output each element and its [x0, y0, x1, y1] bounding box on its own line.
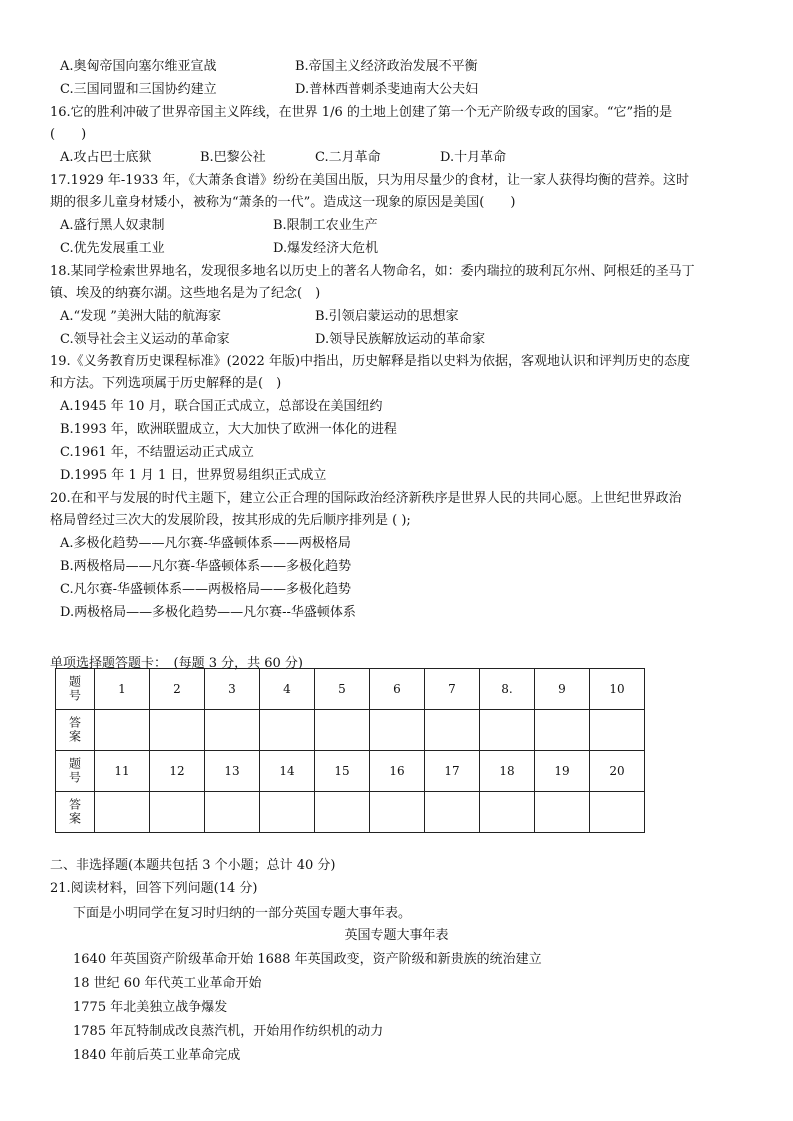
question-number: 15 — [315, 751, 370, 792]
q18-option-a: A.“发现 ”美洲大陆的航海家 — [60, 309, 221, 324]
q17-option-a: A.盛行黑人奴隶制 — [60, 218, 165, 233]
answer-row-1 — [56, 710, 645, 751]
question-number: 18 — [480, 751, 535, 792]
q18-option-c: C.领导社会主义运动的革命家 — [60, 332, 230, 347]
question-number: 10 — [590, 669, 645, 710]
timeline-event: 1640 年英国资产阶级革命开始 1688 年英国政变，资产阶级和新贵族的统治建立 — [73, 952, 542, 967]
question-number: 19 — [535, 751, 590, 792]
q15-option-d: D.普林西普刺杀斐迪南大公夫妇 — [295, 82, 479, 97]
section2-heading: 二、非选择题(本题共包括 3 个小题；总计 40 分) — [50, 858, 336, 873]
q16-option-b: B.巴黎公社 — [200, 150, 266, 165]
question-label: 题号 — [56, 751, 95, 792]
q20-option-b: B.两极格局——凡尔赛-华盛顿体系——多极化趋势 — [60, 559, 352, 574]
q18-stem-line1: 18.某同学检索世界地名，发现很多地名以历史上的著名人物命名，如：委内瑞拉的玻利瓦尔州、阿根廷的圣马丁 — [50, 264, 695, 279]
answer-cell[interactable] — [150, 792, 205, 833]
answer-card-title: 单项选择题答题卡： (每题 3 分，共 60 分) — [50, 656, 303, 671]
q17-option-b: B.限制工农业生产 — [273, 218, 378, 233]
q19-option-c: C.1961 年，不结盟运动正式成立 — [60, 445, 254, 460]
q17-stem-line1: 17.1929 年-1933 年，《大萧条食谱》纷纷在美国出版，只为用尽量少的食材，让一家人获得均衡的营养。这时 — [50, 173, 690, 188]
q21-intro: 下面是小明同学在复习时归纳的一部分英国专题大事年表。 — [73, 906, 412, 921]
q16-option-d: D.十月革命 — [440, 150, 507, 165]
q17-stem-line2: 期的很多儿童身材矮小，被称为“萧条的一代”。造成这一现象的原因是美国( ) — [50, 195, 516, 210]
answer-cell[interactable] — [260, 792, 315, 833]
question-number: 12 — [150, 751, 205, 792]
question-number: 9 — [535, 669, 590, 710]
answer-label: 答案 — [56, 792, 95, 833]
q20-stem-line2: 格局曾经过三次大的发展阶段，按其形成的先后顺序排列是 ( ); — [50, 513, 411, 528]
q20-stem-line1: 20.在和平与发展的时代主题下，建立公正合理的国际政治经济新秩序是世界人民的共同心愿。上世纪世界政治 — [50, 491, 682, 506]
q16-option-c: C.二月革命 — [315, 150, 381, 165]
timeline-event: 1785 年瓦特制成改良蒸汽机，开始用作纺织机的动力 — [73, 1024, 384, 1039]
answer-cell[interactable] — [315, 710, 370, 751]
q18-option-b: B.引领启蒙运动的思想家 — [315, 309, 459, 324]
question-number: 11 — [95, 751, 150, 792]
question-number-row-1 — [56, 669, 645, 710]
q19-option-b: B.1993 年，欧洲联盟成立，大大加快了欧洲一体化的进程 — [60, 422, 397, 437]
answer-cell[interactable] — [205, 792, 260, 833]
question-number: 14 — [260, 751, 315, 792]
q16-stem-line1: 16.它的胜利冲破了世界帝国主义阵线，在世界 1/6 的土地上创建了第一个无产阶级专政的国家。“它”指的是 — [50, 105, 673, 120]
question-number: 1 — [95, 669, 150, 710]
question-number: 2 — [150, 669, 205, 710]
answer-cell[interactable] — [95, 710, 150, 751]
answer-cell[interactable] — [535, 792, 590, 833]
question-number: 3 — [205, 669, 260, 710]
question-number-row-2 — [56, 751, 645, 792]
question-number: 5 — [315, 669, 370, 710]
q20-option-a: A.多极化趋势——凡尔赛-华盛顿体系——两极格局 — [60, 536, 351, 551]
question-number: 6 — [370, 669, 425, 710]
answer-card-table — [55, 668, 645, 833]
q16-stem-line2: ( ) — [50, 127, 87, 142]
question-number: 8. — [480, 669, 535, 710]
answer-cell[interactable] — [425, 710, 480, 751]
q17-option-c: C.优先发展重工业 — [60, 241, 165, 256]
answer-cell[interactable] — [590, 710, 645, 751]
q15-option-c: C.三国同盟和三国协约建立 — [60, 82, 217, 97]
question-number: 7 — [425, 669, 480, 710]
answer-cell[interactable] — [260, 710, 315, 751]
answer-cell[interactable] — [315, 792, 370, 833]
q20-option-d: D.两极格局——多极化趋势——凡尔赛--华盛顿体系 — [60, 605, 356, 620]
timeline-event: 1775 年北美独立战争爆发 — [73, 1000, 228, 1015]
answer-cell[interactable] — [480, 792, 535, 833]
q21-stem: 21.阅读材料，回答下列问题(14 分) — [50, 881, 258, 896]
q18-option-d: D.领导民族解放运动的革命家 — [315, 332, 486, 347]
question-number: 20 — [590, 751, 645, 792]
timeline-event: 18 世纪 60 年代英工业革命开始 — [73, 976, 262, 991]
answer-cell[interactable] — [425, 792, 480, 833]
q15-option-a: A.奥匈帝国向塞尔维亚宣战 — [60, 59, 217, 74]
answer-cell[interactable] — [590, 792, 645, 833]
answer-cell[interactable] — [370, 710, 425, 751]
answer-row-2 — [56, 792, 645, 833]
answer-cell[interactable] — [480, 710, 535, 751]
answer-cell[interactable] — [205, 710, 260, 751]
q20-option-c: C.凡尔赛-华盛顿体系——两极格局——多极化趋势 — [60, 582, 352, 597]
q16-option-a: A.攻占巴士底狱 — [60, 150, 152, 165]
timeline-table-title: 英国专题大事年表 — [344, 928, 449, 943]
question-label: 题号 — [56, 669, 95, 710]
q19-stem-line1: 19.《义务教育历史课程标准》(2022 年版)中指出，历史解释是指以史料为依据，客观地认识和评判历史的态度 — [50, 354, 691, 369]
answer-cell[interactable] — [370, 792, 425, 833]
question-number: 13 — [205, 751, 260, 792]
timeline-event: 1840 年前后英工业革命完成 — [73, 1048, 241, 1063]
q17-option-d: D.爆发经济大危机 — [273, 241, 379, 256]
answer-cell[interactable] — [95, 792, 150, 833]
question-number: 17 — [425, 751, 480, 792]
q19-stem-line2: 和方法。下列选项属于历史解释的是( ) — [50, 376, 282, 391]
question-number: 4 — [260, 669, 315, 710]
q19-option-d: D.1995 年 1 月 1 日，世界贸易组织正式成立 — [60, 468, 327, 483]
q15-option-b: B.帝国主义经济政治发展不平衡 — [295, 59, 478, 74]
answer-label: 答案 — [56, 710, 95, 751]
answer-cell[interactable] — [535, 710, 590, 751]
q19-option-a: A.1945 年 10 月，联合国正式成立，总部设在美国纽约 — [60, 399, 383, 414]
question-number: 16 — [370, 751, 425, 792]
answer-cell[interactable] — [150, 710, 205, 751]
q18-stem-line2: 镇、埃及的纳赛尔湖。这些地名是为了纪念( ) — [50, 286, 321, 301]
